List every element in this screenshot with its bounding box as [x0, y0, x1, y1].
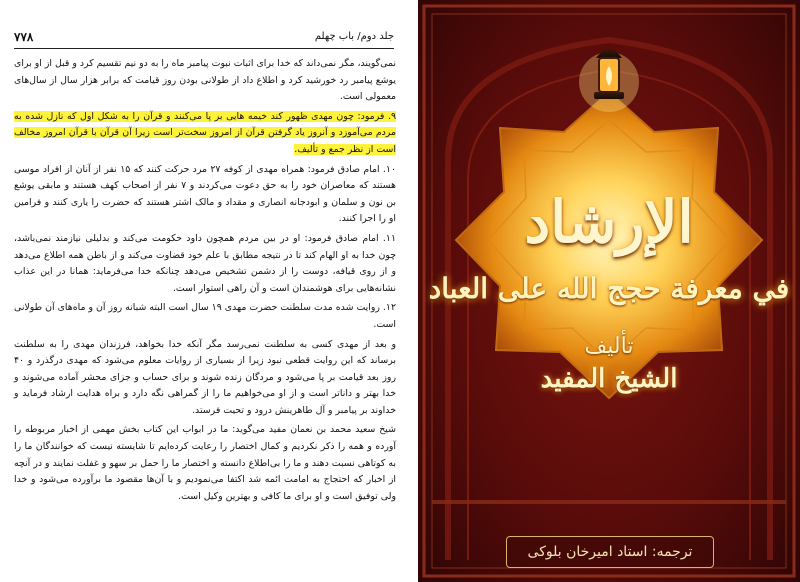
paragraph-5: ۱۲. روایت شده مدت سلطنت حضرت مهدی ۱۹ سال است البته شبانه روز آن و ماه‌های آن طولانی است. [14, 302, 396, 330]
paragraph-7: شیخ سعید محمد بن نعمان مفید می‌گوید: ما در ابواب این کتاب بخش مهمی از اخبار مربوطه را آورده و همه را ذکر نکردیم و کمال اختصار را رعایت کرده‌ایم تا شایسته نیست که خوانندگان ما را به کوتاهی نسبت دهند و ما را بی‌اطلاع دانسته و اختصار ما را حمل بر سهو و غفلت نمایند و در آنچه از اخبار که احتجاج به امامت ائمه شد اکتفا می‌نمودیم و با آن‌ها مقصود ما برآورده می‌شود و خدا ولی توفیق است و او برای ما کافی و بهترین وکیل است. [14, 424, 396, 502]
lantern-icon [579, 49, 639, 112]
cover-subtitle: في معرفة حجج الله على العباد [428, 272, 790, 305]
page-body-text [14, 56, 396, 508]
paragraph-2-highlighted [14, 109, 396, 159]
cover-author: الشيخ المفيد [540, 364, 678, 394]
paragraph-1: نمی‌گویند، مگر نمی‌داند که خدا برای اثبات نبوت پیامبر ماه را به دو نیم تقسیم کرد و قبل از او برای یوشع پیامبر رد خورشید کرد و اطلاع داد از طولانی بودن روز قیامت که برابر هزار سال از سال‌های معمولی است. [14, 58, 396, 103]
page-number: ۷۷۸ [14, 30, 34, 44]
cover-author-label: تأليف [584, 334, 634, 359]
cover-title: الإرشاد [524, 188, 694, 256]
book-cover [418, 0, 800, 582]
cover-translator: ترجمه: استاد امیرخان بلوکی [506, 536, 714, 568]
page-header [14, 30, 394, 49]
paragraph-4: ۱۱. امام صادق فرمود: او در بین مردم همچون داود حکومت می‌کند و بدلیلی نیازمند نمی‌باشد، چون خدا به او الهام کند تا در نتیجه مطابق با علم خود قضاوت می‌کند و از باطن همه اطلاع می‌دهد و از روی قیافه، دوست را از دشمن تشخیص می‌دهد چنانکه خدا می‌فرماید: همانا در این عذاب نشانه‌هایی برای هوشمندان است و آن راهی استوار است. [14, 232, 396, 294]
paragraph-3: ۱۰. امام صادق فرمود: همراه مهدی از کوفه ۲۷ مرد حرکت کنند که ۱۵ نفر از آنان از افراد موسی هستند که معاصران خود را به حق دعوت می‌کردند و ۷ نفر از اصحاب کهف هستند و مابقی یوشع بن نون و سلمان و ابودجانه انصاری و مقداد و مالک اشتر هستند که حضرت را یاری کنند و فرامین او را اجرا کنند. [14, 163, 396, 225]
highlight-marker: ۹. فرمود: چون مهدی ظهور کند خیمه هایی بر پا می‌کنند و قرآن را به شکل اول که نازل شده به مردم می‌آموزد و آنروز یاد گرفتن قرآن از امروز سخت‌تر است زیرا آن قرآن با قرآن امروز مخالف است از نظر جمع و تألیف. [14, 110, 396, 155]
paragraph-6: و بعد از مهدی کسی به سلطنت نمی‌رسد مگر آنکه خدا بخواهد، فرزندان مهدی را به سلطنت برساند که این روایت قطعی نبود زیرا از بسیاری از روایات معلوم می‌شود که مهدی درگذرد و ۴۰ روز بعد قیامت بر پا می‌شود و مردگان زنده شوند و برای حساب و جزای محشر آماده می‌شوند و خدا بهتر و داناتر است و از او می‌خواهیم ما را از گمراهی نگه دارد و براه هدایت ارشاد فرماید و خداوند بر پیامبر و آل طاهرینش درود و تحیت فرستد. [14, 338, 396, 416]
running-head: جلد دوم/ باب چهلم [314, 31, 394, 42]
